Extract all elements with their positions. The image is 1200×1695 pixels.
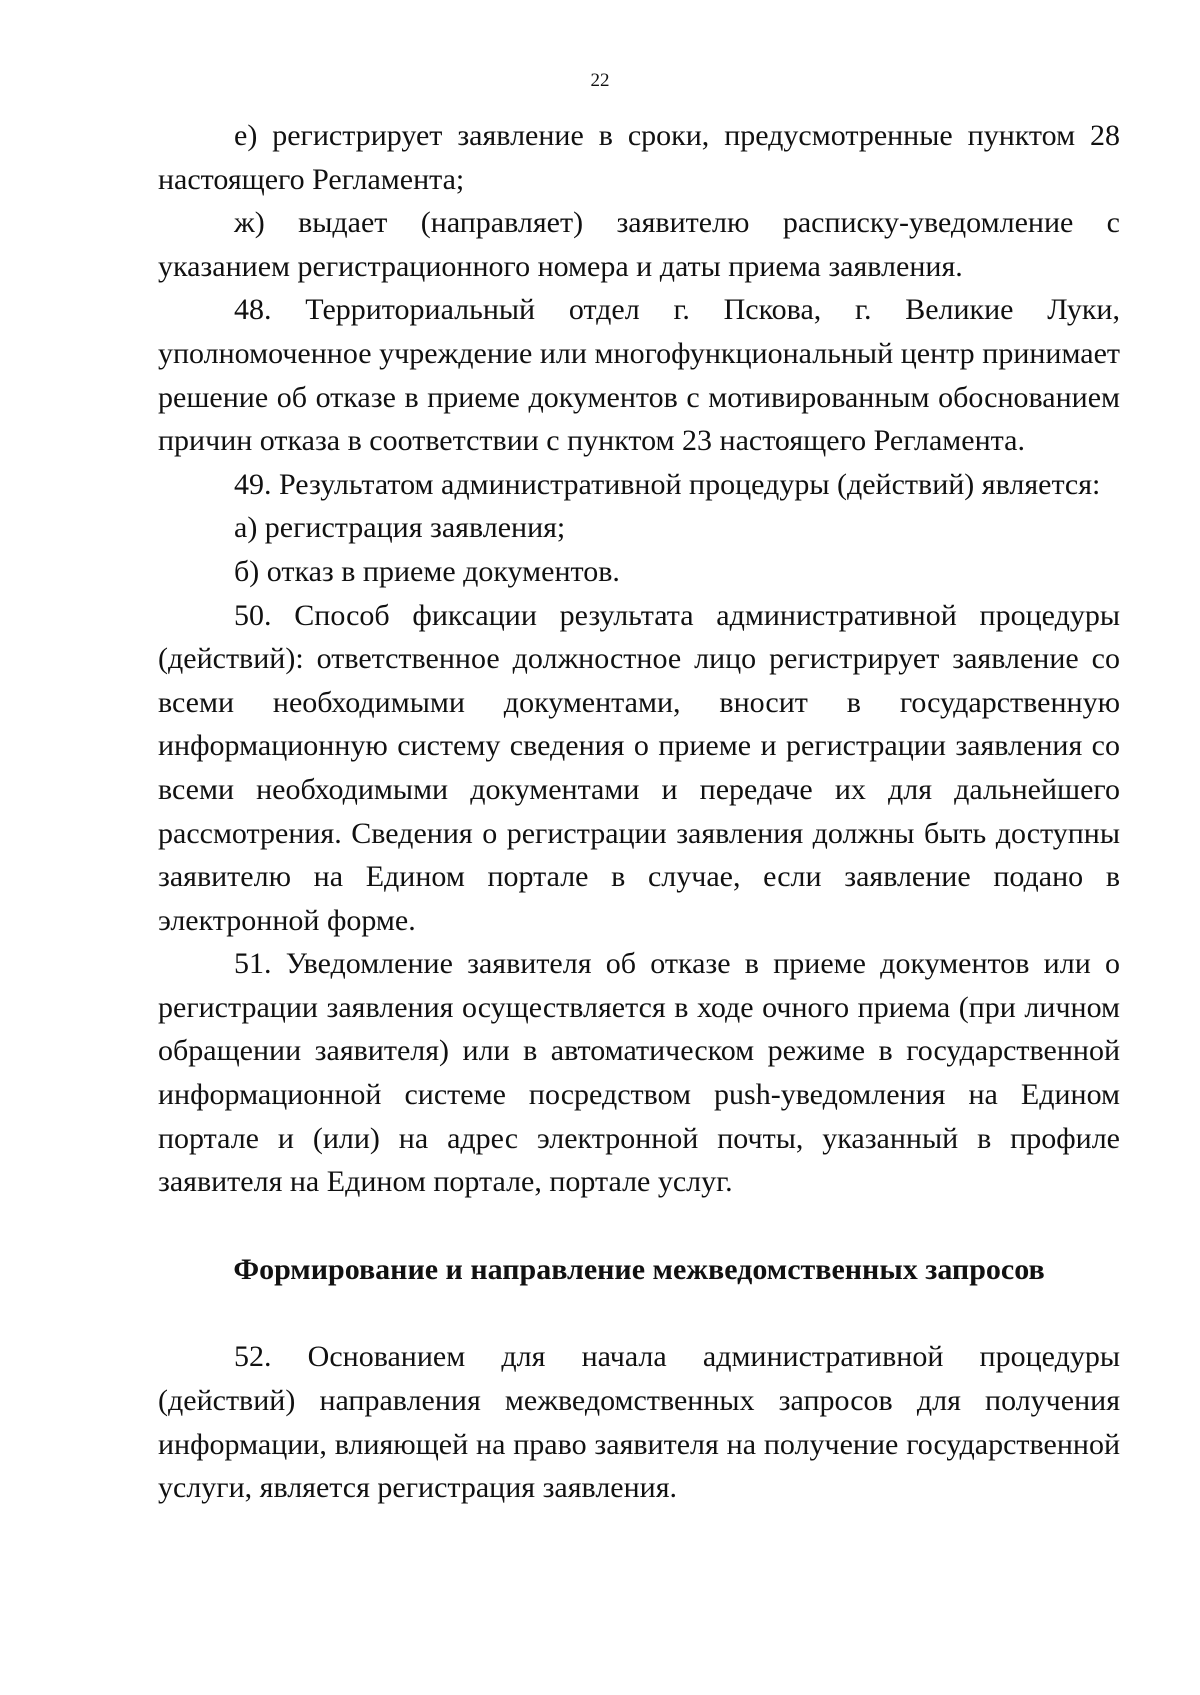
paragraph-47zh: ж) выдает (направляет) заявителю расписку-уведомление с указанием регистрационного номера и даты приема заявления.	[158, 206, 1120, 283]
paragraph-48: 48. Территориальный отдел г. Пскова, г. Великие Луки, уполномоченное учреждение или многофункциональный центр принимает решение об отказе в приеме документов с мотивированным обоснованием причин отказа в соответствии с пунктом 23 настоящего Регламента.	[158, 293, 1120, 458]
document-body	[158, 114, 1120, 1510]
paragraph-51: 51. Уведомление заявителя об отказе в приеме документов или о регистрации заявления осуществляется в ходе очного приема (при личном обращении заявителя) или в автоматическом режиме в государственной информационной системе посредством push-уведомления на Едином портале и (или) на адрес электронной почты, указанный в профиле заявителя на Едином портале, портале услуг.	[158, 947, 1120, 1199]
paragraph-47e: е) регистрирует заявление в сроки, предусмотренные пунктом 28 настоящего Регламента;	[158, 119, 1120, 196]
paragraph-52: 52. Основанием для начала административной процедуры (действий) направления межведомственных запросов для получения информации, влияющей на право заявителя на получение государственной услуги, является регистрация заявления.	[158, 1340, 1120, 1505]
page-number: 22	[590, 70, 610, 91]
paragraph-49: 49. Результатом административной процедуры (действий) является:	[234, 467, 1101, 501]
section-heading: Формирование и направление межведомственных запросов	[233, 1252, 1045, 1286]
paragraph-49a: а) регистрация заявления;	[234, 511, 566, 545]
paragraph-49b: б) отказ в приеме документов.	[234, 554, 620, 588]
paragraph-50: 50. Способ фиксации результата административной процедуры (действий): ответственное должностное лицо регистрирует заявление со всеми необходимыми документами, вносит в государственную информационную систему сведения о приеме и регистрации заявления со всеми необходимыми документами и передаче их для дальнейшего рассмотрения. Сведения о регистрации заявления должны быть доступны заявителю на Едином портале в случае, если заявление подано в электронной форме.	[158, 598, 1120, 937]
